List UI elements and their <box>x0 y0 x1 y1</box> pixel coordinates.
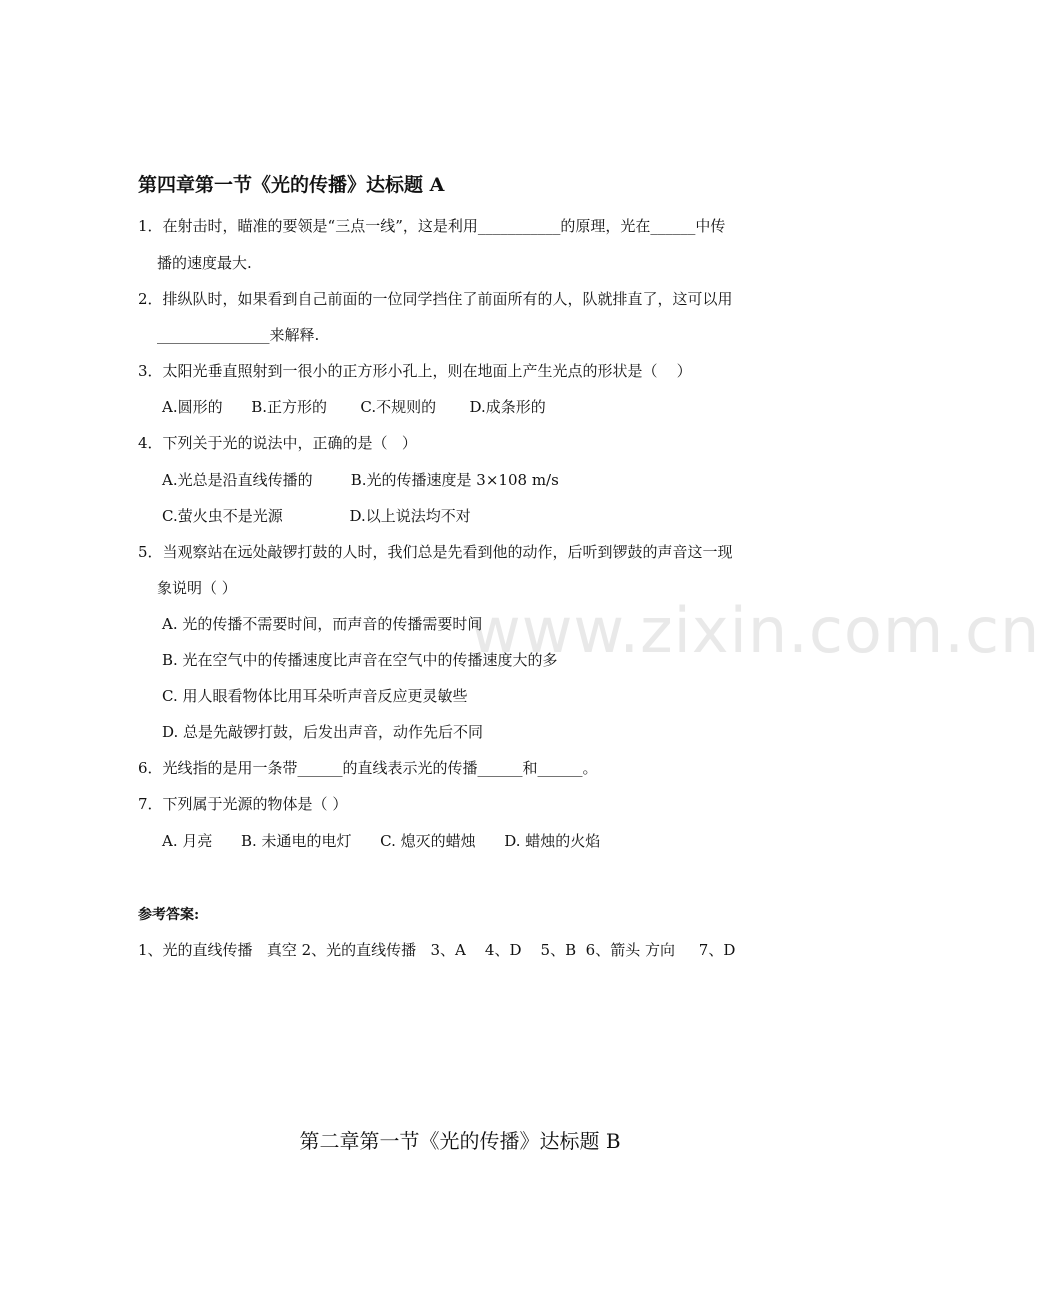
question-4-options-row-1: A.光总是沿直线传播的 B.光的传播速度是 3×108 m/s <box>162 471 559 489</box>
question-3-options: A.圆形的 B.正方形的 C.不规则的 D.成条形的 <box>162 398 546 416</box>
question-2-line-1: 2．排纵队时，如果看到自己前面的一位同学挡住了前面所有的人，队就排直了，这可以用 <box>138 290 733 308</box>
document-title: 第四章第一节《光的传播》达标题 A <box>138 174 445 196</box>
question-5-line-2: 象说明（ ） <box>157 579 237 597</box>
question-7: 7．下列属于光源的物体是（ ） <box>138 795 348 813</box>
answers-heading: 参考答案: <box>138 907 200 923</box>
question-5-option-b: B. 光在空气中的传播速度比声音在空气中的传播速度大的多 <box>162 651 558 669</box>
question-7-options: A. 月亮 B. 未通电的电灯 C. 熄灭的蜡烛 D. 蜡烛的火焰 <box>162 832 601 850</box>
question-5-option-d: D. 总是先敲锣打鼓，后发出声音，动作先后不同 <box>162 723 484 741</box>
watermark: www.zixin.com.cn <box>470 594 1040 667</box>
question-5-option-c: C. 用人眼看物体比用耳朵听声音反应更灵敏些 <box>162 687 468 705</box>
question-5-line-1: 5．当观察站在远处敲锣打鼓的人时，我们总是先看到他的动作，后听到锣鼓的声音这一现 <box>138 543 733 561</box>
document-title-b: 第二章第一节《光的传播》达标题 B <box>299 1129 621 1153</box>
question-3: 3．太阳光垂直照射到一很小的正方形小孔上，则在地面上产生光点的形状是（ ） <box>138 362 692 380</box>
question-1-line-1: 1．在射击时，瞄准的要领是“三点一线”，这是利用___________的原理，光在______中传 <box>138 217 726 235</box>
question-4: 4．下列关于光的说法中，正确的是（ ） <box>138 434 417 452</box>
answers-line: 1、光的直线传播 真空 2、光的直线传播 3、A 4、D 5、B 6、箭头 方向 7、D <box>138 941 736 959</box>
question-2-line-2: _______________来解释. <box>157 326 320 344</box>
question-6: 6．光线指的是用一条带______的直线表示光的传播______和______。 <box>138 759 598 777</box>
question-4-options-row-2: C.萤火虫不是光源 D.以上说法均不对 <box>162 507 471 525</box>
question-1-line-2: 播的速度最大. <box>157 254 252 272</box>
question-5-option-a: A. 光的传播不需要时间，而声音的传播需要时间 <box>162 615 483 633</box>
